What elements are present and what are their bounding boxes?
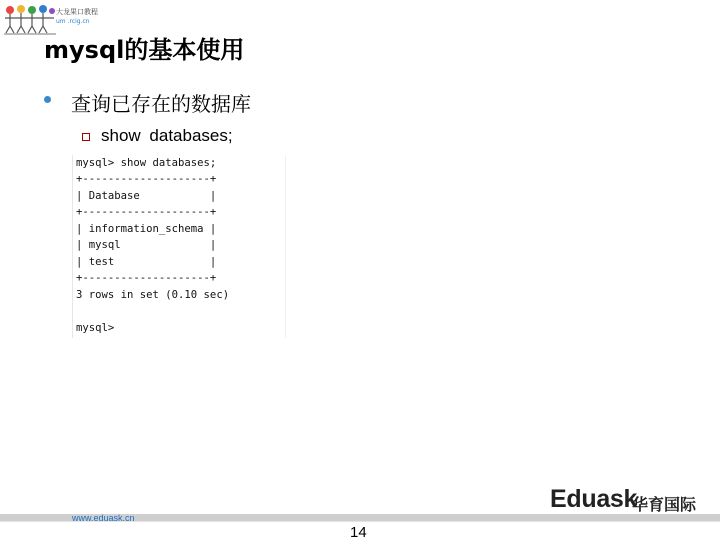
console-line: 3 rows in set (0.10 sec) xyxy=(76,289,230,301)
brand-name: Eduask xyxy=(550,485,638,513)
console-line: +--------------------+ xyxy=(76,173,217,185)
sub-bullet-text: show databases; xyxy=(101,126,233,145)
bullet-text: 查询已存在的数据库 xyxy=(71,92,251,116)
brand-subtitle: 华育国际 xyxy=(632,495,697,514)
console-line: +--------------------+ xyxy=(76,272,217,284)
console-screenshot xyxy=(72,155,286,338)
footer-url-link[interactable]: www.eduask.cn xyxy=(72,513,135,523)
logo-url-text: um .rcig.cn xyxy=(56,18,90,25)
console-line: mysql> show databases; xyxy=(76,157,217,169)
console-line: | mysql | xyxy=(76,239,217,251)
console-line: | test | xyxy=(76,256,217,268)
console-line: +--------------------+ xyxy=(76,206,217,218)
console-line: | Database | xyxy=(76,190,217,202)
page-number: 14 xyxy=(350,524,367,541)
square-bullet-icon xyxy=(82,133,90,141)
logo-name-text: 大龙果口教程 xyxy=(56,8,98,16)
slide-title: mysql的基本使用 xyxy=(44,36,245,64)
console-line: | information_schema | xyxy=(76,223,217,235)
bullet-dot-icon xyxy=(44,96,51,103)
console-line: mysql> xyxy=(76,322,115,334)
